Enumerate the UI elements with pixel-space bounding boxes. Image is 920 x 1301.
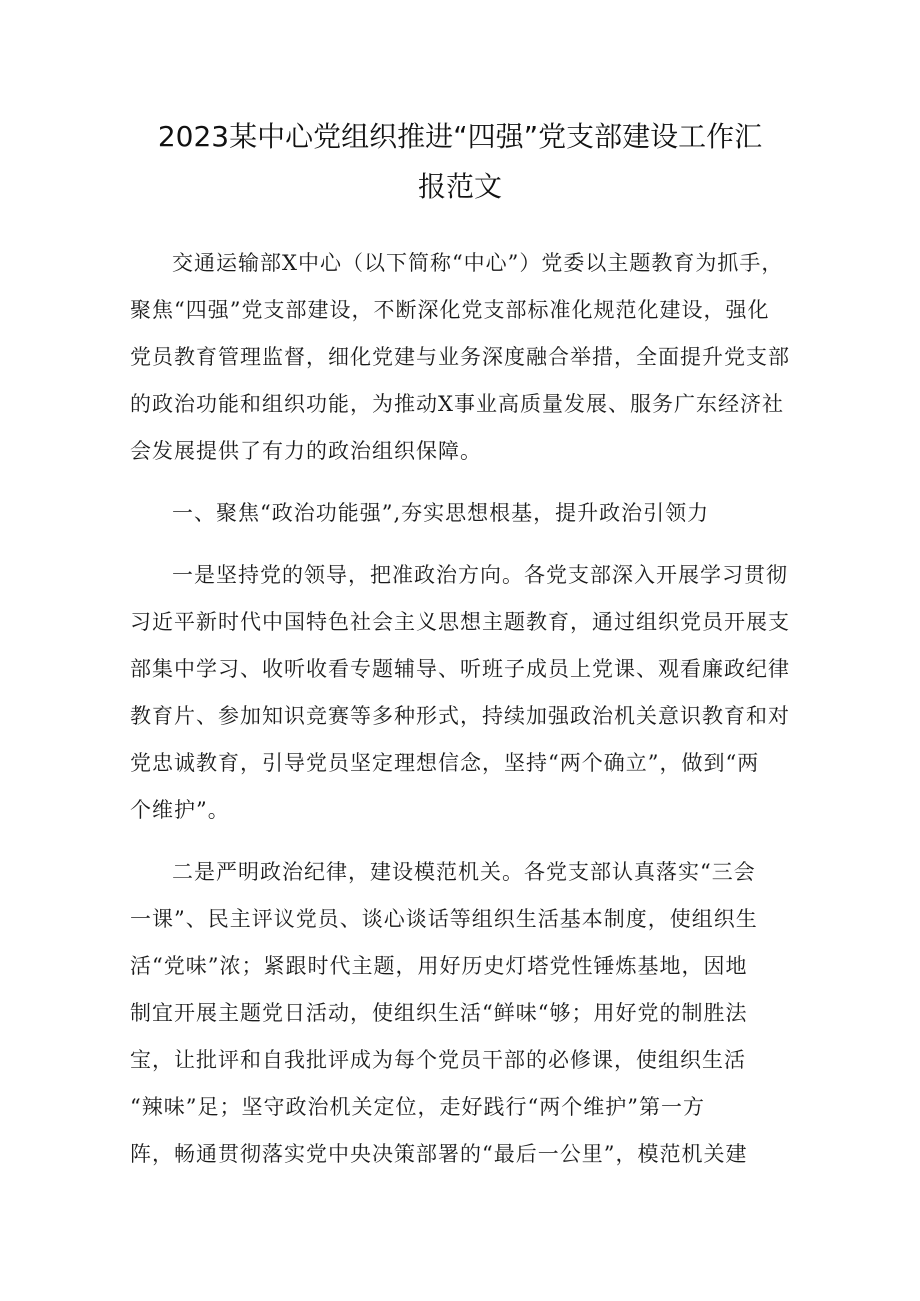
text-line: 党员教育管理监督，细化党建与业务深度融合举措，全面提升党支部: [130, 345, 790, 369]
text-line: 教育片、参加知识竞赛等多种形式，持续加强政治机关意识教育和对: [130, 704, 790, 728]
text-line: 活“党味”浓；紧跟时代主题，用好历史灯塔党性锤炼基地，因地: [130, 954, 748, 978]
text-line: 会发展提供了有力的政治组织保障。: [130, 439, 482, 463]
text-line: 二是严明政治纪律，建设模范机关。各党支部认真落实“三会: [172, 860, 756, 884]
section-heading: [130, 490, 780, 537]
text-line: “辣味”足；坚守政治机关定位，走好践行“两个维护”第一方: [130, 1095, 705, 1119]
paragraph-intro: [130, 240, 790, 475]
text-line: 个维护”。: [130, 798, 230, 822]
text-line: 一是坚持党的领导，把准政治方向。各党支部深入开展学习贯彻: [172, 563, 788, 587]
paragraph-point-two: [130, 849, 780, 1178]
document-title: [100, 112, 820, 212]
text-line: 交通运输部X中心（以下简称“中心”）党委以主题教育为抓手，: [172, 251, 784, 275]
title-line: 报范文: [417, 170, 502, 203]
text-line: 习近平新时代中国特色社会主义思想主题教育，通过组织党员开展支: [130, 610, 790, 634]
text-line: 一课”、民主评议党员、谈心谈话等组织生活基本制度，使组织生: [130, 907, 758, 931]
text-line: 阵，畅通贯彻落实党中央决策部署的“最后一公里”，模范机关建: [130, 1142, 748, 1166]
text-line: 聚焦“四强”党支部建设，不断深化党支部标准化规范化建设，强化: [130, 298, 770, 322]
title-line: 2023某中心党组织推进“四强”党支部建设工作汇: [157, 120, 763, 153]
text-line: 一、聚焦“政治功能强”,夯实思想根基，提升政治引领力: [172, 501, 710, 525]
text-line: 宝，让批评和自我批评成为每个党员干部的必修课，使组织生活: [130, 1048, 746, 1072]
text-line: 党忠诚教育，引导党员坚定理想信念，坚持“两个确立”，做到“两: [130, 751, 760, 775]
paragraph-point-one: [130, 552, 790, 834]
text-line: 制宜开展主题党日活动，使组织生活“鲜味“够；用好党的制胜法: [130, 1001, 748, 1025]
document-body: [130, 240, 790, 1178]
text-line: 的政治功能和组织功能，为推动X事业高质量发展、服务广东经济社: [130, 392, 784, 416]
text-line: 部集中学习、收听收看专题辅导、听班子成员上党课、观看廉政纪律: [130, 657, 790, 681]
